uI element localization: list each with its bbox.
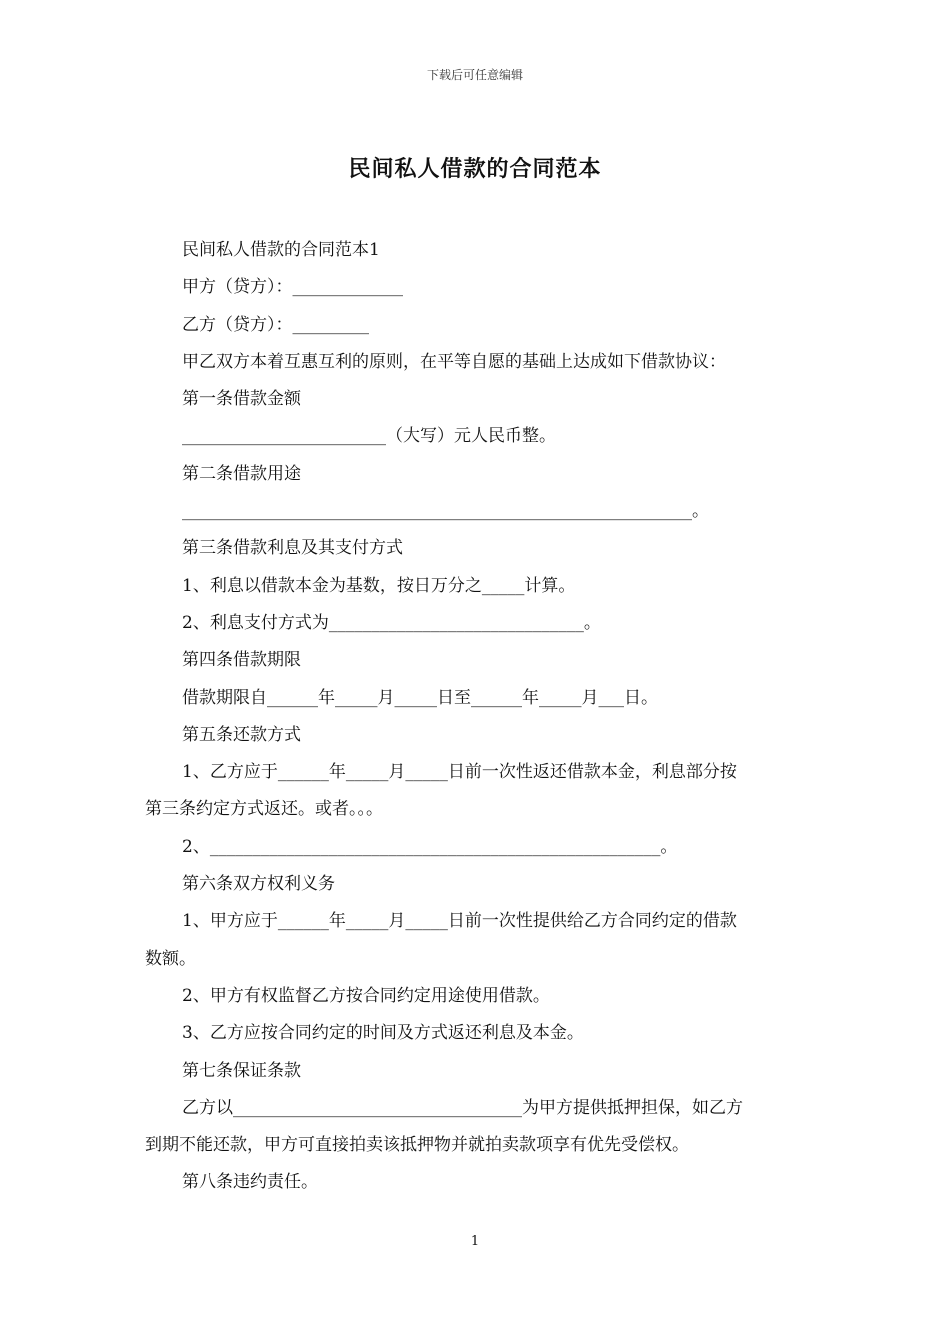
paragraph-continuation: 到期不能还款，甲方可直接拍卖该抵押物并就拍卖款项享有优先受偿权。 [145,1135,689,1156]
header-note: 下载后可任意编辑 [426,68,523,82]
paragraph: ________________________（大写）元人民币整。 [182,426,556,447]
paragraph: 民间私人借款的合同范本1 [182,240,380,260]
paragraph: 1、乙方应于______年_____月_____日前一次性返还借款本金，利息部分按 [182,762,737,783]
paragraph: 第五条还款方式 [182,724,301,745]
paragraph: 2、利息支付方式为______________________________。 [182,612,601,633]
document-title: 民间私人借款的合同范本 [348,156,602,182]
paragraph: 3、乙方应按合同约定的时间及方式返还利息及本金。 [182,1023,584,1044]
paragraph: 乙方以__________________________________为甲方提供抵押担保，如乙方 [182,1097,743,1118]
paragraph: ____________________________________________________________。 [182,501,709,522]
paragraph: 乙方（贷方）：_________ [182,314,369,335]
paragraph: 借款期限自______年_____月_____日至______年_____月___日。 [182,687,658,708]
page-number: 1 [470,1234,480,1249]
paragraph: 2、_____________________________________________________。 [182,836,678,857]
paragraph: 1、甲方应于______年_____月_____日前一次性提供给乙方合同约定的借款 [182,911,737,932]
paragraph-continuation: 数额。 [145,948,196,969]
paragraph: 2、甲方有权监督乙方按合同约定用途使用借款。 [182,985,550,1006]
paragraph: 第六条双方权利义务 [182,874,335,895]
paragraph: 第八条违约责任。 [182,1172,318,1193]
paragraph: 第一条借款金额 [182,389,301,410]
paragraph: 1、利息以借款本金为基数，按日万分之_____计算。 [182,575,576,596]
paragraph: 甲方（贷方）：_____________ [182,277,403,298]
paragraph-continuation: 第三条约定方式返还。或者。。。 [145,799,383,820]
paragraph: 第二条借款用途 [182,463,301,484]
paragraph: 甲乙双方本着互惠互利的原则，在平等自愿的基础上达成如下借款协议： [182,351,726,372]
paragraph: 第三条借款利息及其支付方式 [182,538,403,559]
paragraph: 第四条借款期限 [182,650,301,671]
document-body [145,232,810,1202]
paragraph: 第七条保证条款 [182,1060,301,1081]
